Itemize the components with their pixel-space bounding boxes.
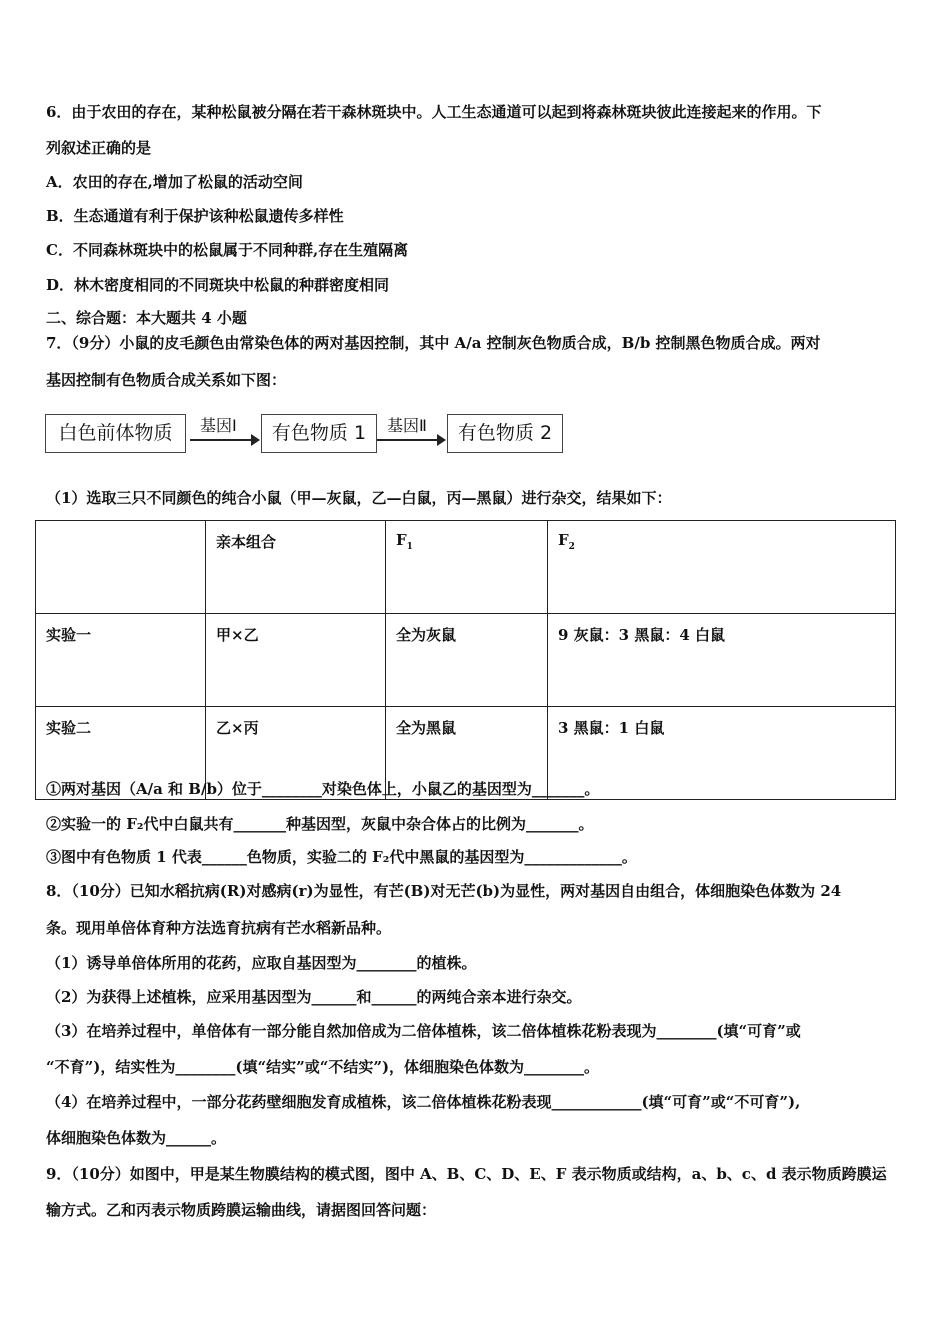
q6-option-d: D．林木密度相同的不同斑块中松鼠的种群密度相同 (46, 276, 390, 294)
diagram-label-gene2: 基因Ⅱ (387, 416, 427, 435)
cross-results-table (35, 520, 896, 800)
arrow-icon (377, 439, 444, 441)
q8-sub3-line2: “不育”)，结实性为________(填“结实”或“不结实”)，体细胞染色体数为________。 (46, 1058, 600, 1076)
q8-stem-line2: 条。现用单倍体育种方法选育抗病有芒水稻新品种。 (46, 919, 392, 937)
q9-stem-line1: 9．（10分）如图中，甲是某生物膜结构的模式图，图中 A、B、C、D、E、F 表示物质或结构，a、b、c、d 表示物质跨膜运 (46, 1165, 887, 1183)
q8-sub4-line2: 体细胞染色体数为______。 (46, 1129, 227, 1147)
q7-item2: ②实验一的 F₂代中白鼠共有_______种基因型，灰鼠中杂合体占的比例为_______。 (46, 815, 594, 833)
q8-sub2: （2）为获得上述植株，应采用基因型为______和______的两纯合亲本进行杂交。 (46, 988, 582, 1006)
table-header-cell: 亲本组合 (206, 521, 386, 614)
table-cell: 甲×乙 (206, 614, 386, 707)
q7-item1: ①两对基因（A/a 和 B/b）位于________对染色体上，小鼠乙的基因型为_______。 (46, 780, 600, 798)
q8-sub4-line1: （4）在培养过程中，一部分花药壁细胞发育成植株，该二倍体植株花粉表现____________(填“可育”或“不可育”), (46, 1093, 801, 1111)
q6-option-a: A．农田的存在,增加了松鼠的活动空间 (46, 173, 303, 191)
arrow-icon (190, 439, 258, 441)
q8-sub1: （1）诱导单倍体所用的花药，应取自基因型为________的植株。 (46, 954, 477, 972)
diagram-label-gene1: 基因Ⅰ (200, 416, 237, 435)
table-header-cell: $F_2$ (548, 521, 896, 614)
q7-item3: ③图中有色物质 1 代表______色物质，实验二的 F₂代中黑鼠的基因型为_____________。 (46, 848, 637, 866)
table-cell: 全为灰鼠 (386, 614, 548, 707)
q8-stem-line1: 8．（10分）已知水稻抗病(R)对感病(r)为显性，有芒(B)对无芒(b)为显性，两对基因自由组合，体细胞染色体数为 24 (46, 882, 842, 900)
diagram-box-pigment2: 有色物质 2 (447, 414, 563, 453)
table-cell: 3 黑鼠：1 白鼠 (548, 707, 896, 800)
q8-sub3-line1: （3）在培养过程中，单倍体有一部分能自然加倍成为二倍体植株，该二倍体植株花粉表现为________(填“可育”或 (46, 1022, 801, 1040)
table-cell: 乙×丙 (206, 707, 386, 800)
q7-stem-line2: 基因控制有色物质合成关系如下图： (46, 371, 287, 389)
q6-option-b: B．生态通道有利于保护该种松鼠遗传多样性 (46, 207, 344, 225)
table-header-cell: $F_1$ (386, 521, 548, 614)
table-cell: 实验二 (36, 707, 206, 800)
q6-option-c: C．不同森林斑块中的松鼠属于不同种群,存在生殖隔离 (46, 241, 409, 259)
q6-stem-line1: 6．由于农田的存在，某种松鼠被分隔在若干森林斑块中。人工生态通道可以起到将森林斑块彼此连接起来的作用。下 (46, 103, 822, 121)
diagram-box-precursor: 白色前体物质 (45, 414, 186, 453)
q7-stem-line1: 7．（9分）小鼠的皮毛颜色由常染色体的两对基因控制，其中 A/a 控制灰色物质合成，B/b 控制黑色物质合成。两对 (46, 334, 821, 352)
table-header-row (36, 521, 896, 614)
q9-stem-line2: 输方式。乙和丙表示物质跨膜运输曲线，请据图回答问题： (46, 1201, 437, 1219)
table-cell: 9 灰鼠：3 黑鼠：4 白鼠 (548, 614, 896, 707)
q7-sub1: （1）选取三只不同颜色的纯合小鼠（甲—灰鼠，乙—白鼠，丙—黑鼠）进行杂交，结果如下： (46, 489, 672, 507)
table-cell: 全为黑鼠 (386, 707, 548, 800)
diagram-box-pigment1: 有色物质 1 (261, 414, 377, 453)
q6-stem-line2: 列叙述正确的是 (46, 139, 152, 157)
section-heading: 二、综合题：本大题共 4 小题 (46, 309, 247, 327)
table-cell: 实验一 (36, 614, 206, 707)
table-row (36, 614, 896, 707)
table-header-cell (36, 521, 206, 614)
